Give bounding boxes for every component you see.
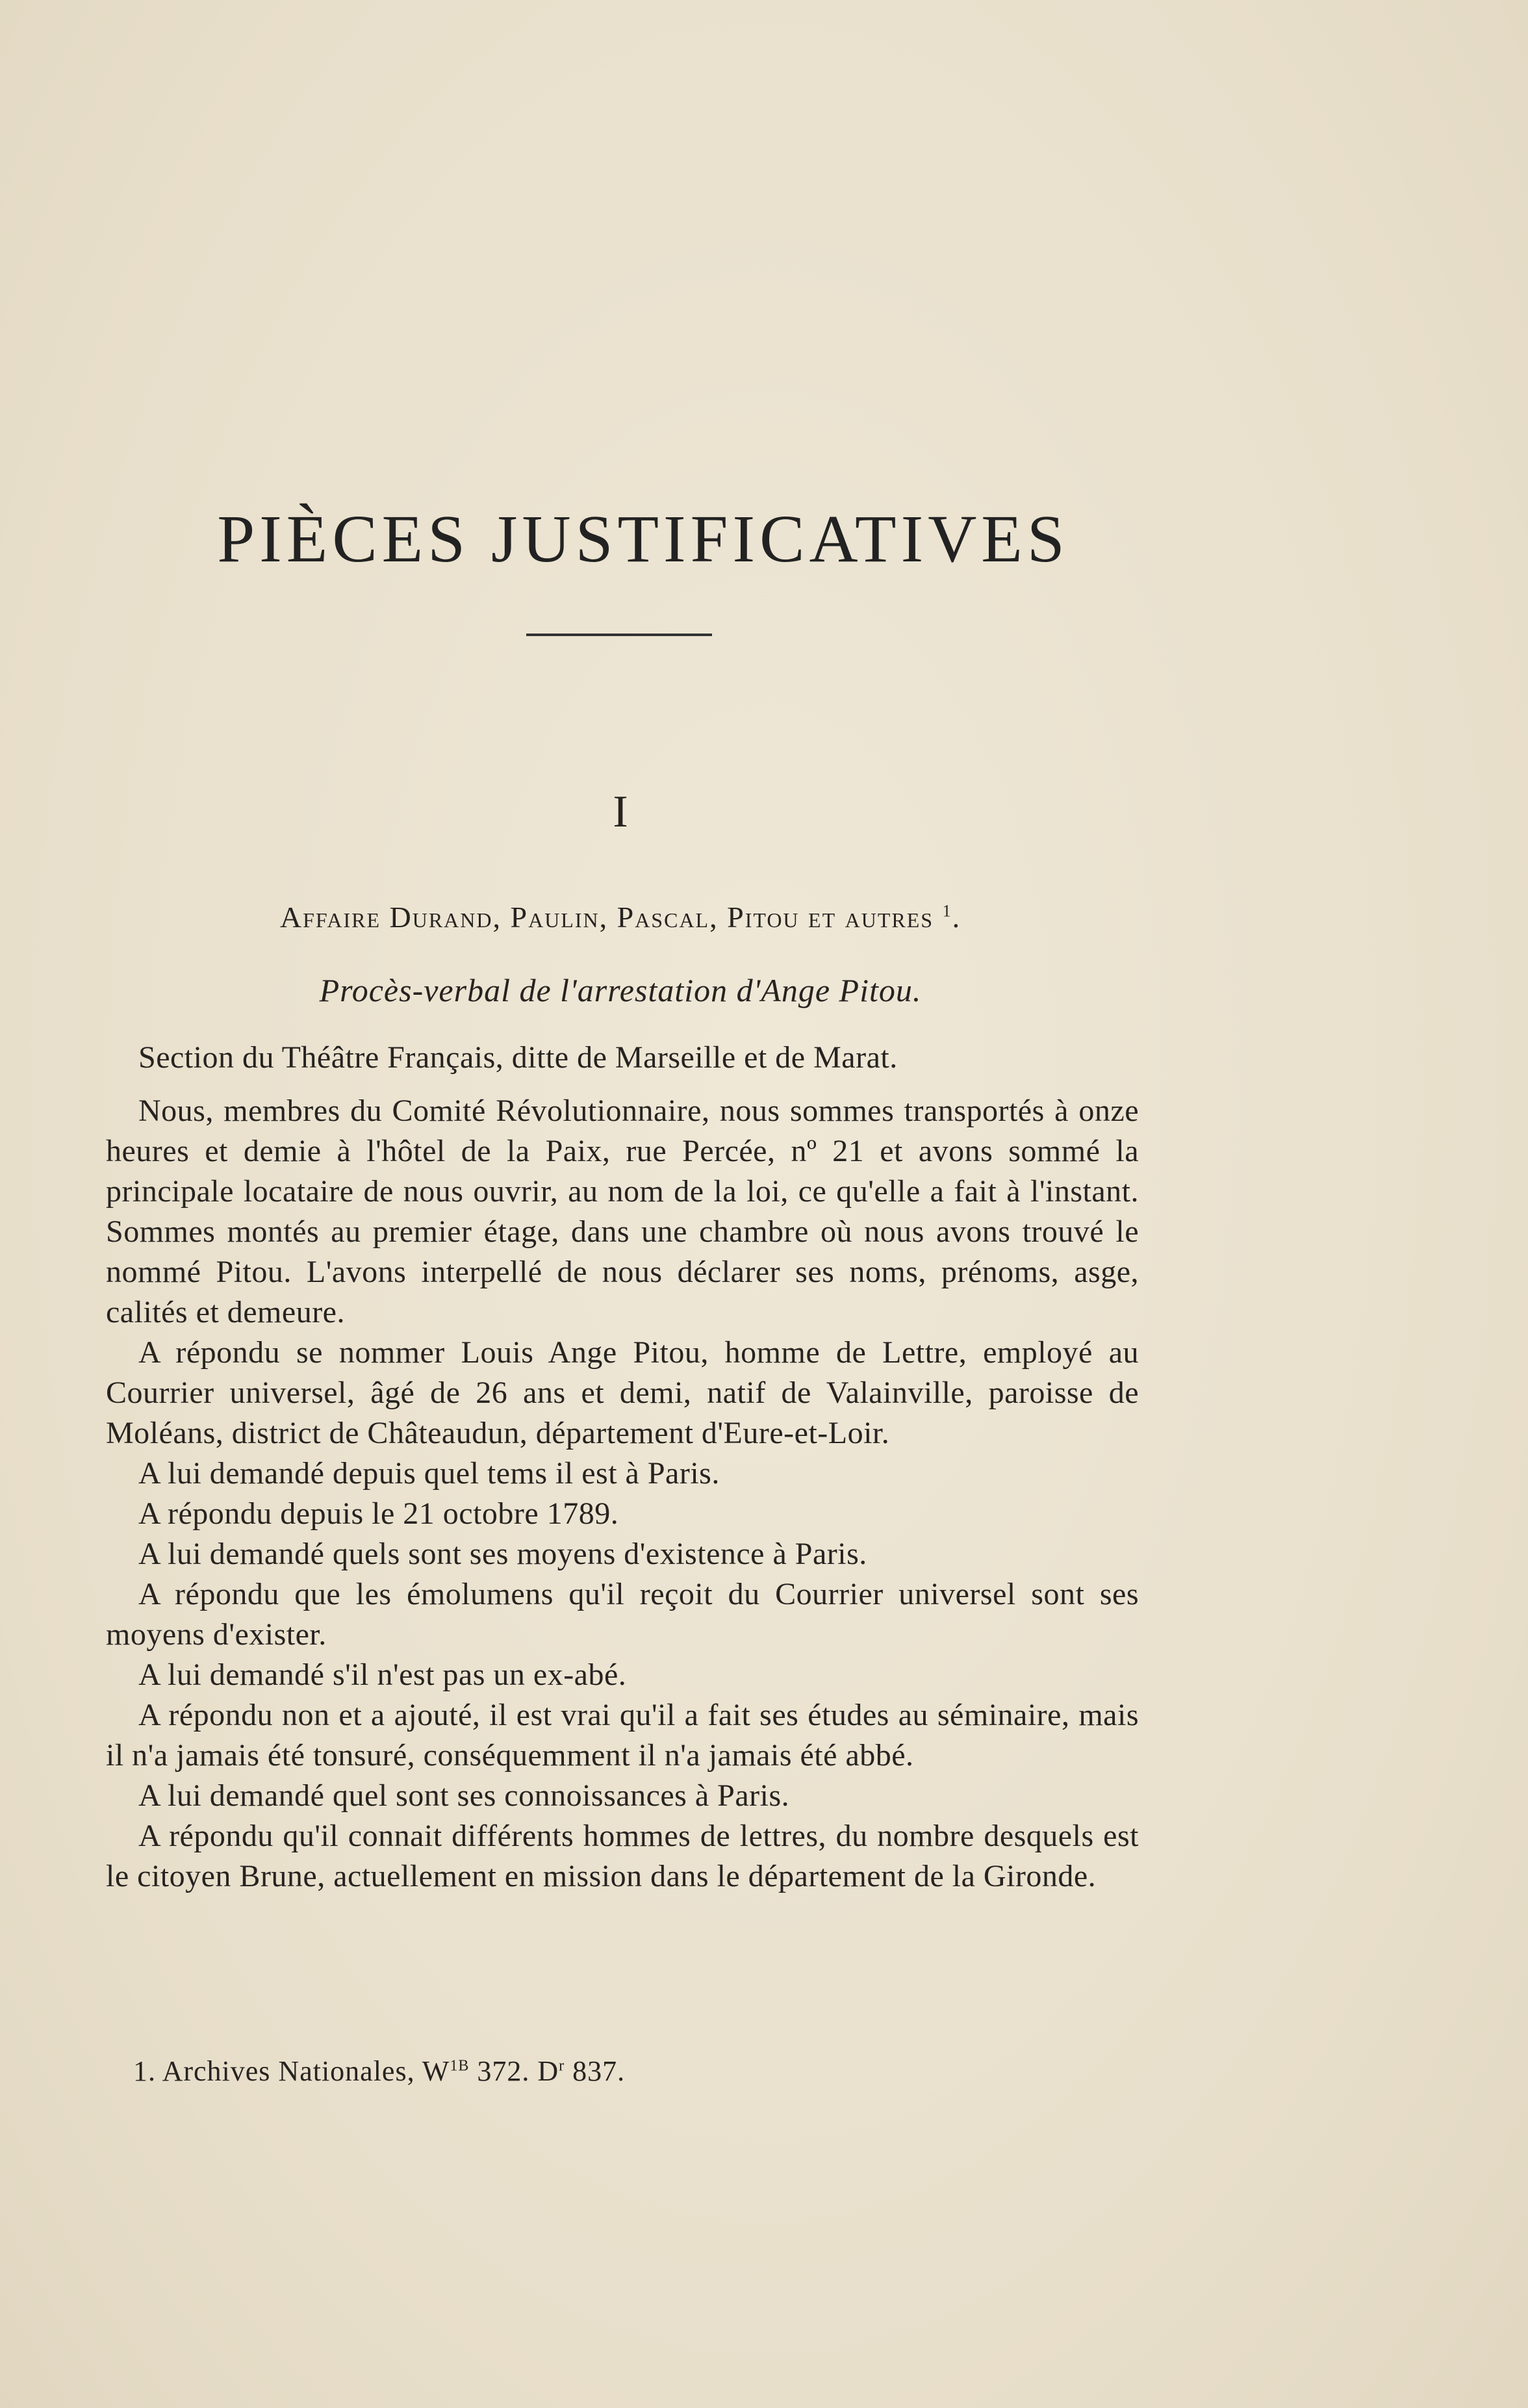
- paragraph: A répondu qu'il connait différents hommes de lettres, du nombre desquels est le citoyen Brune, actuellement en mission dans le département de la Gironde.: [106, 1819, 1139, 1893]
- paragraph: A lui demandé quels sont ses moyens d'existence à Paris.: [138, 1537, 867, 1571]
- footnote-marker: 1: [942, 901, 952, 921]
- paragraph: A répondu depuis le 21 octobre 1789.: [138, 1496, 619, 1531]
- footnote: [133, 2055, 1108, 2088]
- paragraph: A répondu que les émolumens qu'il reçoit du Courrier universel sont ses moyens d'exister.: [106, 1577, 1139, 1652]
- paragraph: A lui demandé s'il n'est pas un ex-abé.: [138, 1658, 627, 1692]
- paragraph: A répondu se nommer Louis Ange Pitou, homme de Lettre, employé au Courrier universel, âgé de 26 ans et demi, natif de Valainville, paroisse de Moléans, district de Châteaudun, département d'Eure-et-Loir.: [106, 1335, 1139, 1450]
- title-divider: [526, 634, 712, 636]
- footnote-box: 372. D: [469, 2055, 559, 2087]
- footnote-dossier: 837.: [565, 2055, 626, 2087]
- affair-heading-text: Affaire Durand, Paulin, Pascal, Pitou et autres: [279, 901, 934, 934]
- section-numeral: I: [613, 787, 628, 837]
- paragraph: A répondu non et a ajouté, il est vrai qu'il a fait ses études au séminaire, mais il n'a jamais été tonsuré, conséquemment il n'a jamais été abbé.: [106, 1698, 1139, 1773]
- paragraph: Nous, membres du Comité Révolutionnaire, nous sommes transportés à onze heures et demie à l'hôtel de la Paix, rue Percée, nº 21 et avons sommé la principale locataire de nous ouvrir, au nom de la loi, ce qu'elle a fait à l'instant. Sommes montés au premier étage, dans une chambre où nous avons trouvé le nommé Pitou. L'avons interpellé de nous déclarer ses noms, prénoms, asge, calités et demeure.: [106, 1094, 1139, 1329]
- paragraph: A lui demandé depuis quel tems il est à Paris.: [138, 1456, 720, 1491]
- footnote-number: 1.: [133, 2055, 156, 2087]
- footnote-source: Archives Nationales, W: [162, 2055, 450, 2087]
- affair-heading-period: .: [952, 901, 961, 934]
- paragraph: Section du Théâtre Français, ditte de Marseille et de Marat.: [138, 1040, 898, 1075]
- footnote-dossier-sup: r: [559, 2057, 565, 2075]
- document-subtitle: Procès-verbal de l'arrestation d'Ange Pitou.: [319, 972, 922, 1008]
- page-title: PIÈCES JUSTIFICATIVES: [217, 501, 1069, 576]
- paragraph: A lui demandé quel sont ses connoissances à Paris.: [138, 1778, 790, 1813]
- footnote-series-sup: 1B: [450, 2057, 470, 2075]
- document-body: [106, 1038, 1139, 1897]
- affair-heading: [195, 900, 1046, 934]
